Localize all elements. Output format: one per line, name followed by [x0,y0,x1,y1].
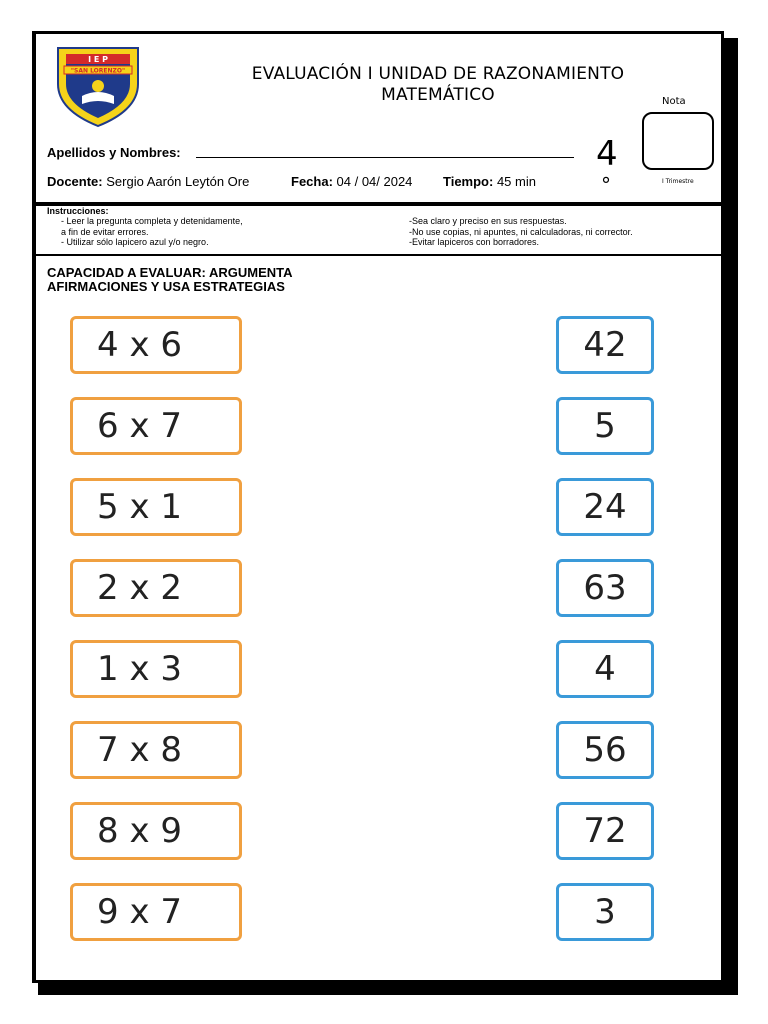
name-input-line[interactable] [196,157,574,158]
result-box[interactable]: 56 [556,721,654,779]
capacidad-line1: CAPACIDAD A EVALUAR: ARGUMENTA [47,265,293,280]
tiempo-label: Tiempo: [443,174,494,189]
exam-title-line1: EVALUACIÓN I UNIDAD DE RAZONAMIENTO [251,64,625,84]
result-box[interactable]: 42 [556,316,654,374]
operation-box[interactable]: 4 x 6 [70,316,242,374]
operation-box[interactable]: 9 x 7 [70,883,242,941]
instruction-item: -Evitar lapiceros con borradores. [409,237,540,247]
instructions-divider [36,254,722,256]
sheet-inner-border [34,33,36,983]
operation-box[interactable]: 1 x 3 [70,640,242,698]
instructions [47,206,633,247]
trimestre-label: I Trimestre [662,178,694,185]
exam-title-line2: MATEMÁTICO [381,85,495,105]
result-box[interactable]: 72 [556,802,654,860]
docente-value: Sergio Aarón Leytón Ore [102,174,250,189]
fecha-label: Fecha: [291,174,333,189]
result-box[interactable]: 5 [556,397,654,455]
instructions-title: Instrucciones: [47,206,109,216]
capacidad-line2: AFIRMACIONES Y USA ESTRATEGIAS [47,279,285,294]
nota-label: Nota [662,96,686,107]
instructions-right [409,216,709,248]
grade-suffix: ° [601,173,611,197]
instruction-item: -Sea claro y preciso en sus respuestas. [409,216,567,226]
instruction-item: - Leer la pregunta completa y detenidamente, [61,216,243,226]
result-box[interactable]: 3 [556,883,654,941]
name-label: Apellidos y Nombres: [47,145,181,160]
exam-title [196,64,680,106]
logo-top-text: I E P [88,55,108,64]
header-divider [36,202,722,206]
operation-box[interactable]: 7 x 8 [70,721,242,779]
operation-box[interactable]: 6 x 7 [70,397,242,455]
operation-box[interactable]: 8 x 9 [70,802,242,860]
nota-box[interactable] [642,112,714,170]
capacidad-heading [47,266,347,294]
instruction-item: -No use copias, ni apuntes, ni calculadoras, ni corrector. [409,226,633,237]
docente-label: Docente: [47,174,103,189]
grade-number: 4 [596,134,618,174]
operation-box[interactable]: 5 x 1 [70,478,242,536]
tiempo-value: 45 min [493,174,536,189]
operation-box[interactable]: 2 x 2 [70,559,242,617]
instruction-item: - Utilizar sólo lapicero azul y/o negro. [61,237,209,247]
instruction-item: a fin de evitar errores. [61,226,149,237]
result-box[interactable]: 4 [556,640,654,698]
result-box[interactable]: 24 [556,478,654,536]
fecha-value: 04 / 04/ 2024 [332,174,413,189]
instructions-left [61,216,401,248]
result-box[interactable]: 63 [556,559,654,617]
logo-band-text: "SAN LORENZO" [70,67,126,75]
school-logo [52,44,144,128]
